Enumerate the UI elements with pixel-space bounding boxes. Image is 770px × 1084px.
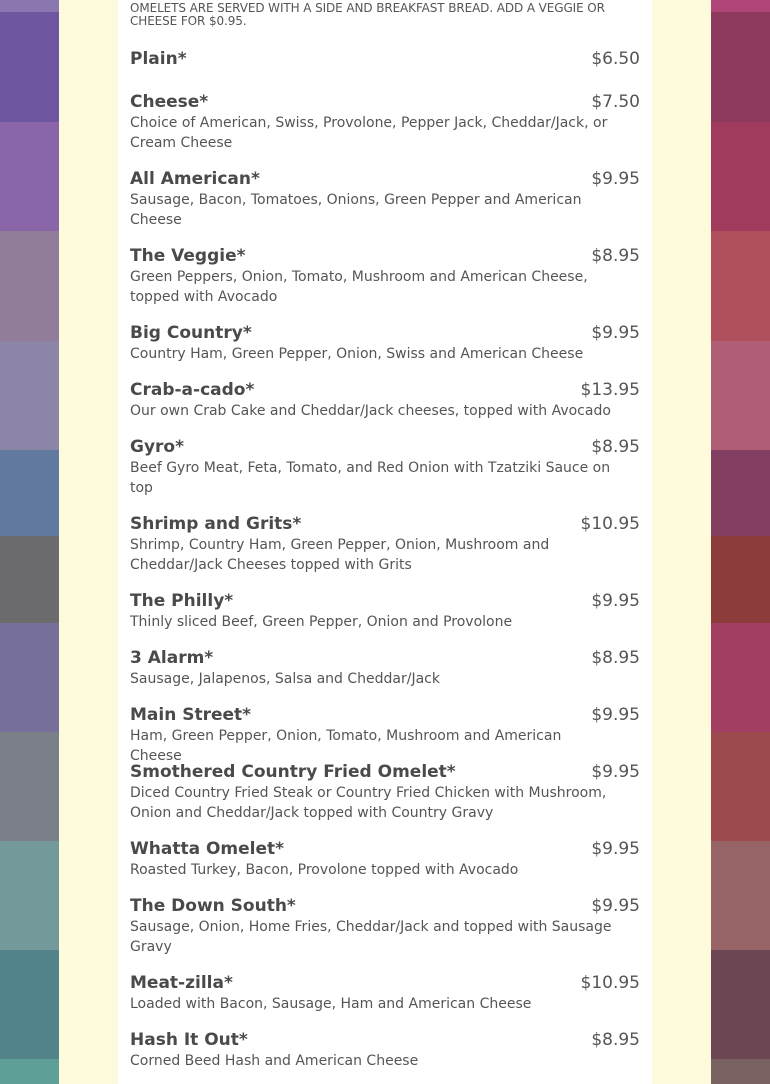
item-description: Roasted Turkey, Bacon, Provolone topped with Avocado bbox=[130, 862, 519, 878]
item-price: $9.95 bbox=[591, 705, 640, 725]
item-name: Hash It Out* bbox=[130, 1030, 248, 1050]
item-price: $9.95 bbox=[591, 591, 640, 611]
menu-item bbox=[130, 590, 640, 632]
item-name: The Veggie* bbox=[130, 246, 246, 266]
item-price: $8.95 bbox=[591, 437, 640, 457]
menu-item bbox=[130, 895, 640, 957]
menu-item bbox=[130, 379, 640, 421]
item-price: $9.95 bbox=[591, 839, 640, 859]
item-description: Beef Gyro Meat, Feta, Tomato, and Red Onion with Tzatziki Sauce on top bbox=[130, 460, 611, 496]
item-price: $8.95 bbox=[591, 1030, 640, 1050]
item-name: Cheese* bbox=[130, 92, 209, 112]
menu-item bbox=[130, 513, 640, 575]
item-price: $9.95 bbox=[591, 896, 640, 916]
item-price: $6.50 bbox=[591, 49, 640, 69]
menu-item bbox=[130, 245, 640, 307]
item-name: 3 Alarm* bbox=[130, 648, 214, 668]
menu-item bbox=[130, 972, 640, 1014]
menu-item bbox=[130, 704, 640, 766]
item-price: $9.95 bbox=[591, 169, 640, 189]
menu-item bbox=[130, 168, 640, 230]
item-price: $9.95 bbox=[591, 762, 640, 782]
item-name: The Philly* bbox=[130, 591, 234, 611]
item-name: Main Street* bbox=[130, 705, 252, 725]
item-price: $10.95 bbox=[580, 973, 640, 993]
item-description: Loaded with Bacon, Sausage, Ham and American Cheese bbox=[130, 996, 532, 1012]
omelet-note: OMELETS ARE SERVED WITH A SIDE AND BREAKFAST BREAD. ADD A VEGGIE OR CHEESE FOR $0.95. bbox=[130, 1, 605, 28]
item-description: Sausage, Onion, Home Fries, Cheddar/Jack and topped with Sausage Gravy bbox=[130, 919, 612, 955]
item-price: $10.95 bbox=[580, 514, 640, 534]
item-name: Smothered Country Fried Omelet* bbox=[130, 762, 456, 782]
item-description: Country Ham, Green Pepper, Onion, Swiss and American Cheese bbox=[130, 346, 584, 362]
item-name: Shrimp and Grits* bbox=[130, 514, 302, 534]
item-description: Our own Crab Cake and Cheddar/Jack cheeses, topped with Avocado bbox=[130, 403, 611, 419]
item-description: Green Peppers, Onion, Tomato, Mushroom and American Cheese, topped with Avocado bbox=[130, 269, 588, 305]
item-name: Big Country* bbox=[130, 323, 252, 343]
item-name: Whatta Omelet* bbox=[130, 839, 285, 859]
item-description: Choice of American, Swiss, Provolone, Pepper Jack, Cheddar/Jack, or Cream Cheese bbox=[130, 115, 608, 151]
menu-item bbox=[130, 1029, 640, 1071]
background-tiles-left bbox=[0, 0, 59, 1084]
item-price: $8.95 bbox=[591, 246, 640, 266]
item-price: $7.50 bbox=[591, 92, 640, 112]
menu-item bbox=[130, 322, 640, 364]
item-description: Sausage, Jalapenos, Salsa and Cheddar/Jack bbox=[130, 671, 440, 687]
background-tiles-right bbox=[711, 0, 770, 1084]
item-description: Corned Beed Hash and American Cheese bbox=[130, 1053, 419, 1069]
menu-item bbox=[130, 647, 640, 689]
item-name: The Down South* bbox=[130, 896, 296, 916]
menu-item bbox=[130, 436, 640, 498]
item-description: Sausage, Bacon, Tomatoes, Onions, Green Pepper and American Cheese bbox=[130, 192, 582, 228]
item-name: Meat-zilla* bbox=[130, 973, 233, 993]
item-name: Plain* bbox=[130, 49, 187, 69]
item-price: $8.95 bbox=[591, 648, 640, 668]
item-price: $9.95 bbox=[591, 323, 640, 343]
item-name: Gyro* bbox=[130, 437, 184, 457]
menu-item bbox=[130, 838, 640, 880]
item-description: Diced Country Fried Steak or Country Fried Chicken with Mushroom, Onion and Cheddar/Jack topped with Country Gravy bbox=[130, 785, 607, 821]
item-description: Ham, Green Pepper, Onion, Tomato, Mushroom and American Cheese bbox=[130, 728, 562, 764]
menu-item bbox=[130, 91, 640, 153]
item-description: Shrimp, Country Ham, Green Pepper, Onion, Mushroom and Cheddar/Jack Cheeses topped with Grits bbox=[130, 537, 550, 573]
item-description: Thinly sliced Beef, Green Pepper, Onion and Provolone bbox=[130, 614, 513, 630]
menu-item bbox=[130, 761, 640, 823]
menu-item bbox=[130, 48, 640, 70]
item-name: All American* bbox=[130, 169, 260, 189]
item-name: Crab-a-cado* bbox=[130, 380, 255, 400]
item-price: $13.95 bbox=[580, 380, 640, 400]
